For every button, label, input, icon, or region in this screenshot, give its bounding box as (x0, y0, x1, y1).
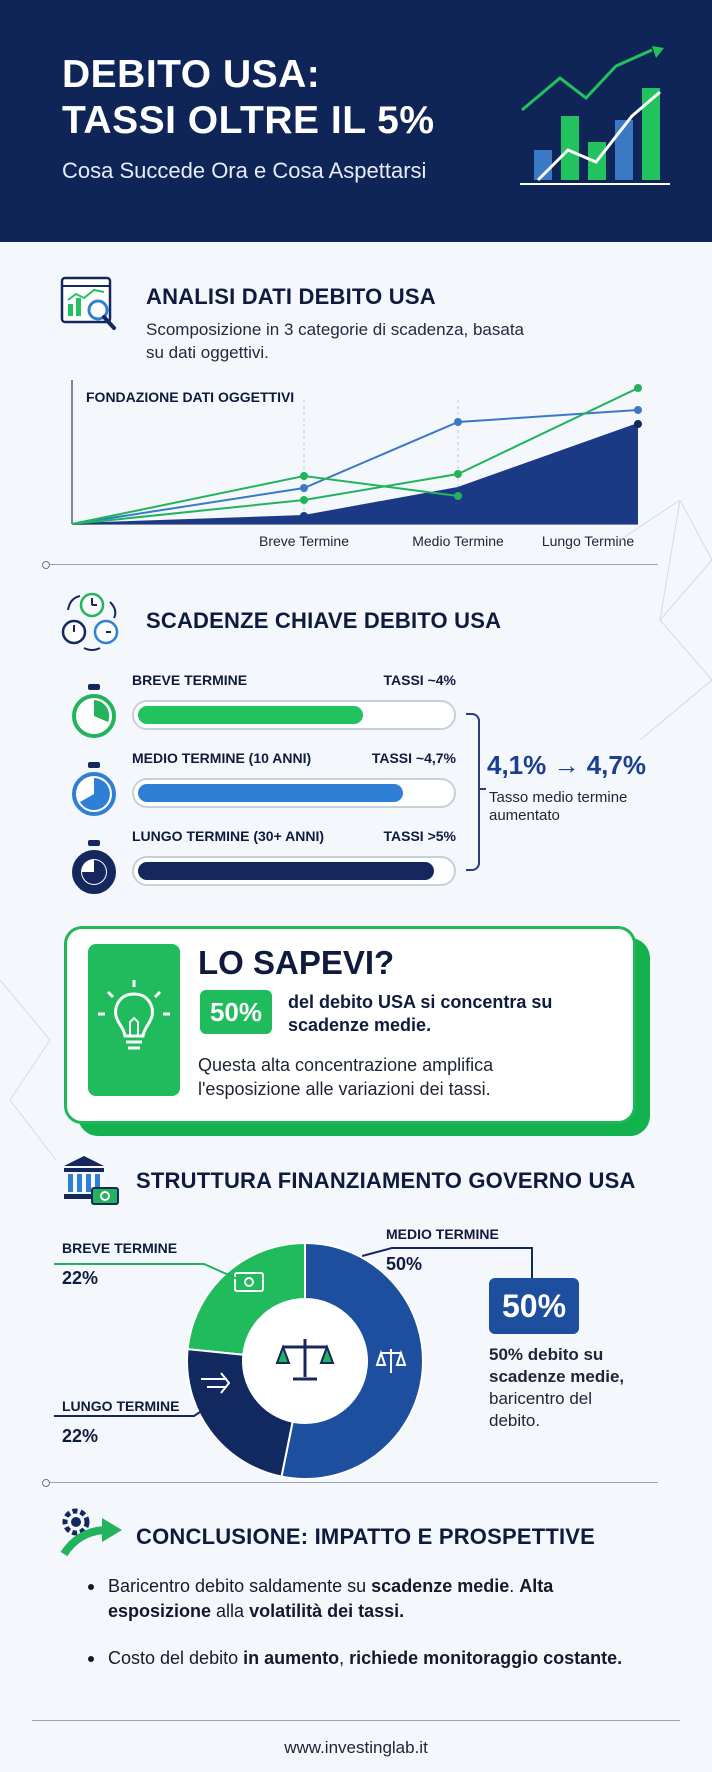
segment-label-medio: MEDIO TERMINE (386, 1226, 499, 1242)
gear-arrow-icon (58, 1506, 124, 1558)
analysis-description (146, 318, 524, 364)
maturity-bar-fill (138, 862, 434, 880)
maturities-title: SCADENZE CHIAVE DEBITO USA (146, 608, 502, 633)
maturity-bar-fill (138, 706, 363, 724)
callout-lead-line-2: scadenze medie. (288, 1015, 432, 1035)
title-line-2: TASSI OLTRE IL 5% (62, 99, 435, 142)
maturity-label: LUNGO TERMINE (30+ ANNI) (132, 828, 324, 844)
point-green-lungo (634, 384, 642, 392)
area-series (72, 424, 638, 524)
maturity-label: MEDIO TERMINE (10 ANNI) (132, 750, 312, 766)
maturity-bar-track (132, 778, 456, 808)
segment-label-breve: BREVE TERMINE (62, 1240, 178, 1256)
callout-body (198, 1053, 618, 1101)
growth-chart-icon (520, 44, 670, 188)
point-green-medio-a (454, 470, 462, 478)
x-tick-breve: Breve Termine (258, 533, 350, 549)
conclusion-list (88, 1574, 648, 1693)
text-span: . (509, 1576, 520, 1596)
maturity-bar-track (132, 856, 456, 886)
segment-pct-breve: 22% (62, 1268, 99, 1288)
analytics-magnifier-icon (60, 276, 118, 332)
maturity-row-medio (70, 750, 470, 810)
clocks-cycle-icon (60, 590, 122, 652)
bold-span: Alta esposizione (108, 1576, 554, 1621)
funding-note (489, 1344, 659, 1432)
point-green-breve-b (300, 472, 308, 480)
funding-note-line-1: 50% debito su (489, 1345, 604, 1364)
list-item (88, 1646, 648, 1671)
segment-pct-medio: 50% (386, 1254, 423, 1274)
maturity-rate: TASSI ~4,7% (371, 750, 456, 766)
maturity-label: BREVE TERMINE (132, 672, 248, 688)
lightbulb-icon-tile (88, 944, 180, 1096)
point-navy-breve (300, 512, 308, 520)
maturity-bar-fill (138, 784, 403, 802)
bracket (466, 713, 480, 871)
maturity-bar-track (132, 700, 456, 730)
stopwatch-green-icon (70, 684, 118, 738)
bank-money-icon (62, 1154, 120, 1208)
page-subtitle: Cosa Succede Ora e Cosa Aspettarsi (62, 158, 427, 183)
analysis-description-line-2: su dati oggettivi. (146, 343, 269, 362)
callout-title: LO SAPEVI? (198, 944, 395, 981)
x-tick-labels (70, 526, 650, 552)
text-span: alla (211, 1601, 250, 1621)
bold-span: scadenze medie (371, 1576, 510, 1596)
point-green-breve-a (300, 496, 308, 504)
funding-title: STRUTTURA FINANZIAMENTO GOVERNO USA (136, 1168, 636, 1193)
footer-divider (32, 1720, 680, 1721)
point-blue-breve (300, 484, 308, 492)
page-title (62, 52, 435, 144)
point-navy-lungo (634, 420, 642, 428)
funding-note-line-4: debito. (489, 1411, 541, 1430)
line-chart (70, 380, 650, 540)
callout-body-line-2: l'esposizione alle variazioni dei tassi. (198, 1079, 491, 1099)
callout-body-line-1: Questa alta concentrazione amplifica (198, 1055, 494, 1075)
rate-note-line-2: aumentato (489, 807, 560, 824)
x-tick-medio: Medio Termine (412, 533, 504, 549)
bold-span: in aumento (243, 1648, 340, 1668)
text-span: Baricentro debito saldamente su (108, 1576, 372, 1596)
bold-span: volatilità dei tassi. (249, 1601, 405, 1621)
maturity-rate: TASSI ~4% (383, 672, 456, 688)
funding-note-line-2: scadenze medie, (489, 1367, 625, 1386)
text-span: , (339, 1648, 350, 1668)
chart-title: FONDAZIONE DATI OGGETTIVI (86, 389, 295, 405)
text-span: Costo del debito (108, 1648, 244, 1668)
segment-label-lungo: LUNGO TERMINE (62, 1398, 180, 1414)
maturity-row-lungo (70, 828, 470, 888)
point-green-medio-b (454, 492, 462, 500)
stopwatch-blue-icon (70, 762, 118, 816)
conclusion-title: CONCLUSIONE: IMPATTO E PROSPETTIVE (136, 1524, 596, 1549)
point-blue-lungo (634, 406, 642, 414)
maturity-row-breve (70, 672, 470, 732)
network-decoration-left (0, 960, 60, 1180)
bold-span: richiede monitoraggio costante. (349, 1648, 623, 1668)
callout-lead (288, 991, 608, 1037)
callout-badge: 50% (200, 990, 272, 1034)
analysis-description-line-1: Scomposizione in 3 categorie di scadenza, basata (146, 320, 525, 339)
rate-change: 4,1% → 4,7% (487, 750, 646, 780)
segment-pct-lungo: 22% (62, 1426, 99, 1446)
maturity-rate: TASSI >5% (383, 828, 456, 844)
bracket-tip (478, 788, 486, 790)
x-tick-lungo: Lungo Termine (541, 533, 635, 549)
section-divider-2 (46, 1482, 658, 1483)
analysis-title: ANALISI DATI DEBITO USA (146, 284, 436, 309)
section-divider-1 (46, 564, 658, 565)
rate-note-line-1: Tasso medio termine (489, 789, 628, 806)
footer-url: www.investinglab.it (284, 1738, 428, 1757)
lightbulb-icon (98, 980, 170, 1060)
point-blue-medio (454, 418, 462, 426)
network-decoration-right (620, 500, 712, 740)
funding-note-line-3: baricentro del (489, 1389, 593, 1408)
funding-badge: 50% (489, 1278, 579, 1334)
list-item (88, 1574, 648, 1624)
rate-note (489, 789, 659, 825)
title-line-1: DEBITO USA: (62, 53, 321, 96)
stopwatch-navy-icon (70, 840, 118, 894)
header-banner (0, 0, 712, 242)
callout-lead-line-1: del debito USA si concentra su (288, 992, 553, 1012)
